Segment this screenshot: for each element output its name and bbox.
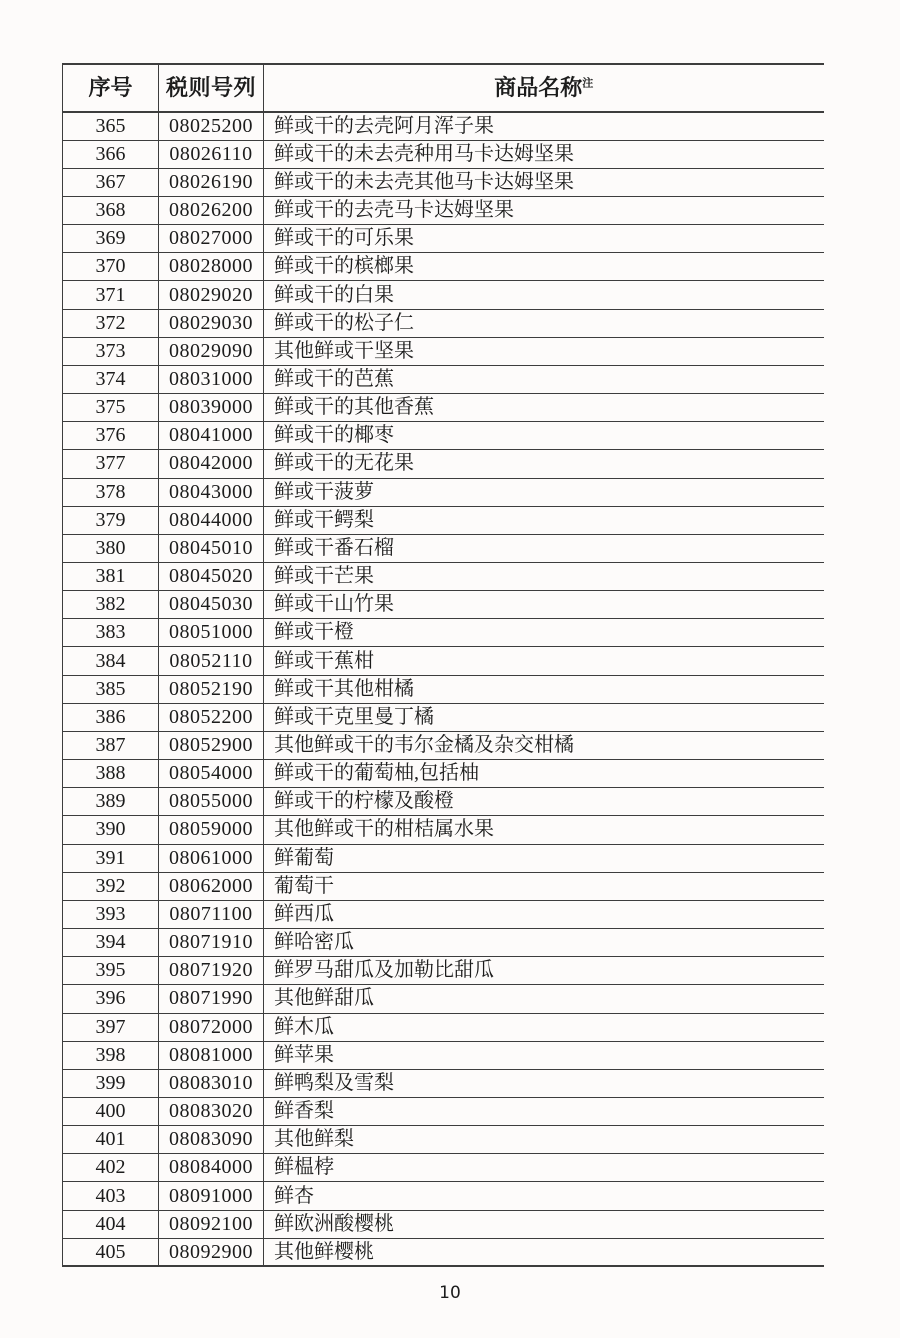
- table-row: [63, 478, 824, 506]
- table-row: [63, 196, 824, 224]
- table-row: [63, 225, 824, 253]
- name-cell: 鲜木瓜: [264, 1013, 824, 1041]
- code-cell: 08026200: [159, 196, 264, 224]
- name-cell: 其他鲜梨: [264, 1126, 824, 1154]
- seq-cell: 388: [63, 760, 159, 788]
- name-cell: 鲜或干的未去壳种用马卡达姆坚果: [264, 140, 824, 168]
- seq-cell: 382: [63, 591, 159, 619]
- seq-cell: 403: [63, 1182, 159, 1210]
- seq-cell: 366: [63, 140, 159, 168]
- name-cell: 鲜或干克里曼丁橘: [264, 703, 824, 731]
- name-cell: 鲜或干的椰枣: [264, 422, 824, 450]
- tariff-table: [62, 63, 824, 1267]
- name-cell: 鲜或干的松子仁: [264, 309, 824, 337]
- name-cell: 鲜或干芒果: [264, 563, 824, 591]
- name-cell: 鲜或干的未去壳其他马卡达姆坚果: [264, 168, 824, 196]
- code-cell: 08071100: [159, 900, 264, 928]
- name-cell: 其他鲜或干的柑桔属水果: [264, 816, 824, 844]
- seq-cell: 365: [63, 112, 159, 140]
- name-cell: 鲜或干的去壳马卡达姆坚果: [264, 196, 824, 224]
- name-cell: 鲜鸭梨及雪梨: [264, 1069, 824, 1097]
- name-cell: 鲜或干的柠檬及酸橙: [264, 788, 824, 816]
- table-row: [63, 253, 824, 281]
- code-cell: 08083090: [159, 1126, 264, 1154]
- name-cell: 鲜葡萄: [264, 844, 824, 872]
- seq-cell: 369: [63, 225, 159, 253]
- code-cell: 08061000: [159, 844, 264, 872]
- name-cell: 鲜或干的葡萄柚,包括柚: [264, 760, 824, 788]
- table-row: [63, 760, 824, 788]
- code-cell: 08072000: [159, 1013, 264, 1041]
- name-cell: 鲜或干橙: [264, 619, 824, 647]
- seq-cell: 404: [63, 1210, 159, 1238]
- seq-cell: 390: [63, 816, 159, 844]
- seq-cell: 381: [63, 563, 159, 591]
- code-cell: 08051000: [159, 619, 264, 647]
- table-row: [63, 844, 824, 872]
- table-row: [63, 422, 824, 450]
- name-cell: 鲜榅桲: [264, 1154, 824, 1182]
- seq-cell: 367: [63, 168, 159, 196]
- header-name: [264, 64, 824, 112]
- name-cell: 鲜杏: [264, 1182, 824, 1210]
- seq-cell: 394: [63, 929, 159, 957]
- seq-cell: 380: [63, 534, 159, 562]
- name-cell: 鲜或干的无花果: [264, 450, 824, 478]
- name-cell: 鲜或干的槟榔果: [264, 253, 824, 281]
- name-cell: 鲜哈密瓜: [264, 929, 824, 957]
- code-cell: 08055000: [159, 788, 264, 816]
- seq-cell: 376: [63, 422, 159, 450]
- table-row: [63, 309, 824, 337]
- seq-cell: 383: [63, 619, 159, 647]
- seq-cell: 395: [63, 957, 159, 985]
- code-cell: 08027000: [159, 225, 264, 253]
- code-cell: 08044000: [159, 506, 264, 534]
- table-row: [63, 534, 824, 562]
- seq-cell: 389: [63, 788, 159, 816]
- seq-cell: 373: [63, 337, 159, 365]
- seq-cell: 370: [63, 253, 159, 281]
- table-row: [63, 563, 824, 591]
- name-cell: 鲜罗马甜瓜及加勒比甜瓜: [264, 957, 824, 985]
- code-cell: 08092100: [159, 1210, 264, 1238]
- code-cell: 08041000: [159, 422, 264, 450]
- table-row: [63, 1154, 824, 1182]
- code-cell: 08059000: [159, 816, 264, 844]
- name-cell: 鲜或干的可乐果: [264, 225, 824, 253]
- code-cell: 08039000: [159, 394, 264, 422]
- code-cell: 08043000: [159, 478, 264, 506]
- table-row: [63, 112, 824, 140]
- code-cell: 08052110: [159, 647, 264, 675]
- name-cell: 鲜或干的白果: [264, 281, 824, 309]
- table-row: [63, 365, 824, 393]
- code-cell: 08029090: [159, 337, 264, 365]
- table-row: [63, 872, 824, 900]
- table-row: [63, 140, 824, 168]
- code-cell: 08052200: [159, 703, 264, 731]
- table-row: [63, 647, 824, 675]
- name-cell: 鲜或干鳄梨: [264, 506, 824, 534]
- code-cell: 08025200: [159, 112, 264, 140]
- seq-cell: 378: [63, 478, 159, 506]
- name-cell: 其他鲜樱桃: [264, 1238, 824, 1266]
- seq-cell: 379: [63, 506, 159, 534]
- table-row: [63, 591, 824, 619]
- name-cell: 鲜苹果: [264, 1041, 824, 1069]
- table-row: [63, 281, 824, 309]
- code-cell: 08026190: [159, 168, 264, 196]
- table-row: [63, 619, 824, 647]
- code-cell: 08054000: [159, 760, 264, 788]
- name-cell: 鲜或干番石榴: [264, 534, 824, 562]
- code-cell: 08084000: [159, 1154, 264, 1182]
- code-cell: 08052190: [159, 675, 264, 703]
- seq-cell: 401: [63, 1126, 159, 1154]
- seq-cell: 377: [63, 450, 159, 478]
- table-row: [63, 1041, 824, 1069]
- name-cell: 鲜或干的其他香蕉: [264, 394, 824, 422]
- code-cell: 08029030: [159, 309, 264, 337]
- table-row: [63, 168, 824, 196]
- code-cell: 08071990: [159, 985, 264, 1013]
- table-row: [63, 1069, 824, 1097]
- code-cell: 08092900: [159, 1238, 264, 1266]
- code-cell: 08045030: [159, 591, 264, 619]
- name-cell: 鲜或干的芭蕉: [264, 365, 824, 393]
- name-cell: 鲜或干其他柑橘: [264, 675, 824, 703]
- seq-cell: 398: [63, 1041, 159, 1069]
- name-cell: 其他鲜或干坚果: [264, 337, 824, 365]
- table-row: [63, 985, 824, 1013]
- table-row: [63, 1182, 824, 1210]
- seq-cell: 387: [63, 731, 159, 759]
- code-cell: 08062000: [159, 872, 264, 900]
- seq-cell: 385: [63, 675, 159, 703]
- seq-cell: 384: [63, 647, 159, 675]
- seq-cell: 392: [63, 872, 159, 900]
- table-row: [63, 337, 824, 365]
- table-row: [63, 929, 824, 957]
- table-header-row: [63, 64, 824, 112]
- code-cell: 08091000: [159, 1182, 264, 1210]
- table-row: [63, 1126, 824, 1154]
- header-seq: 序号: [63, 64, 159, 112]
- table-row: [63, 957, 824, 985]
- page-number: 10: [439, 1283, 461, 1303]
- seq-cell: 396: [63, 985, 159, 1013]
- code-cell: 08071920: [159, 957, 264, 985]
- code-cell: 08026110: [159, 140, 264, 168]
- table-row: [63, 675, 824, 703]
- seq-cell: 374: [63, 365, 159, 393]
- code-cell: 08083020: [159, 1097, 264, 1125]
- table-row: [63, 788, 824, 816]
- seq-cell: 397: [63, 1013, 159, 1041]
- code-cell: 08052900: [159, 731, 264, 759]
- code-cell: 08031000: [159, 365, 264, 393]
- name-cell: 其他鲜或干的韦尔金橘及杂交柑橘: [264, 731, 824, 759]
- table-row: [63, 1238, 824, 1266]
- seq-cell: 372: [63, 309, 159, 337]
- header-code: 税则号列: [159, 64, 264, 112]
- seq-cell: 405: [63, 1238, 159, 1266]
- seq-cell: 375: [63, 394, 159, 422]
- table-row: [63, 1013, 824, 1041]
- name-cell: 鲜欧洲酸樱桃: [264, 1210, 824, 1238]
- table-body: [63, 112, 824, 1266]
- seq-cell: 393: [63, 900, 159, 928]
- code-cell: 08081000: [159, 1041, 264, 1069]
- code-cell: 08042000: [159, 450, 264, 478]
- table-row: [63, 1210, 824, 1238]
- name-cell: 鲜或干山竹果: [264, 591, 824, 619]
- name-cell: 其他鲜甜瓜: [264, 985, 824, 1013]
- table-row: [63, 900, 824, 928]
- seq-cell: 391: [63, 844, 159, 872]
- seq-cell: 368: [63, 196, 159, 224]
- code-cell: 08083010: [159, 1069, 264, 1097]
- seq-cell: 402: [63, 1154, 159, 1182]
- code-cell: 08029020: [159, 281, 264, 309]
- table-row: [63, 506, 824, 534]
- name-cell: 葡萄干: [264, 872, 824, 900]
- seq-cell: 400: [63, 1097, 159, 1125]
- name-cell: 鲜或干的去壳阿月浑子果: [264, 112, 824, 140]
- name-cell: 鲜或干蕉柑: [264, 647, 824, 675]
- header-name-label: 商品名称: [494, 75, 583, 101]
- table-row: [63, 450, 824, 478]
- table-row: [63, 1097, 824, 1125]
- seq-cell: 386: [63, 703, 159, 731]
- code-cell: 08071910: [159, 929, 264, 957]
- name-cell: 鲜香梨: [264, 1097, 824, 1125]
- table-row: [63, 731, 824, 759]
- code-cell: 08028000: [159, 253, 264, 281]
- table-row: [63, 394, 824, 422]
- name-cell: 鲜西瓜: [264, 900, 824, 928]
- header-note-superscript: 注: [582, 78, 594, 91]
- code-cell: 08045010: [159, 534, 264, 562]
- code-cell: 08045020: [159, 563, 264, 591]
- seq-cell: 371: [63, 281, 159, 309]
- table-row: [63, 703, 824, 731]
- name-cell: 鲜或干菠萝: [264, 478, 824, 506]
- table-row: [63, 816, 824, 844]
- seq-cell: 399: [63, 1069, 159, 1097]
